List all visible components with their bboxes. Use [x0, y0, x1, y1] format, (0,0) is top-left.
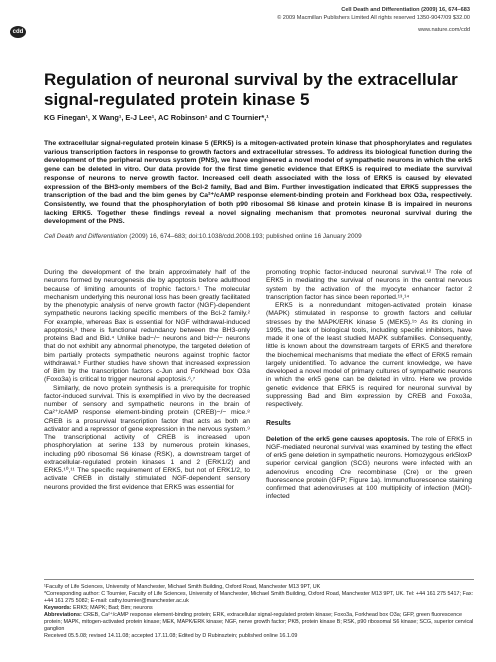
section-heading-results: Results — [266, 420, 291, 428]
footnotes — [44, 584, 474, 640]
correspondence-note: *Corresponding author: C Tournier, Faculty of Life Sciences, University of Manchester, Michael Smith Building, Oxford Road, Manchester M13 9PT, UK. Tel: +44 161 275 5417; Fax: +44 161 275 5082; E-mail: cathy.tournier@manchester.ac.uk — [44, 591, 474, 604]
affiliation-note: ¹Faculty of Life Sciences, University of Manchester, Michael Smith Building, Oxford Road, Manchester M13 9PT, UK — [44, 584, 321, 590]
results-text: The role of ERK5 in NGF-mediated neuronal survival was examined by testing the effect of erk5 gene deletion in sympathetic neurons. Homozygous erk5loxP superior cervical ganglion (SCG) neurons were infected with an adenovirus encoding Cre recombinase (Cre) or the green fluorescence protein (GFP; Figure 1a). Immunofluorescence staining confirmed that adenoviruses at 100 multiplicity of infection (MOI)-infected — [266, 435, 472, 501]
citation-journal: Cell Death and Differentiation — [44, 233, 128, 240]
abstract: The extracellular signal-regulated protein kinase 5 (ERK5) is a mitogen-activated protein kinase that phosphorylates and regulates various transcription factors in response to growth factors and extracellular stresses. To address its biological function during the development of the peripheral nervous system (PNS), we have engineered a novel model of sympathetic neurons in which the erk5 gene can be deleted in vitro. Our data provide for the first time genetic evidence that ERK5 is required to mediate the survival response of neurons to nerve growth factor. Increased cell death associated with the loss of ERK5 is caused by elevated expression of the BH3-only members of the Bcl-2 family, Bad and Bim. Further investigation indicated that ERK5 suppresses the transcription of the bad and the bim genes by Ca²⁺/cAMP response element-binding protein and Forkhead box O3a, respectively. Consistently, we found that the phosphorylation of both p90 ribosomal S6 kinase and protein kinase B is impaired in neurons lacking ERK5. Together these findings reveal a novel signaling mechanism that promotes neuronal survival during the development of the PNS. — [44, 140, 472, 226]
abbreviations-text: CREB, Ca²⁺/cAMP response element-binding protein; ERK, extracellular signal-regulated protein kinase; Foxo3a, Forkhead box O3a; GFP, green fluorescence protein; MAPK, mitogen-activated protein kinase; MEK, MAPK/ERK kinase; NGF, nerve growth factor; PKB, protein kinase B; RSK, p90 ribosomal S6 kinase; SCG, superior cervical ganglion — [44, 612, 474, 632]
journal-site-link[interactable]: www.nature.com/cdd — [418, 27, 470, 33]
abbreviations-label: Abbreviations: — [44, 612, 82, 618]
subsection-heading: Deletion of the erk5 gene causes apoptosis. — [266, 435, 410, 443]
body-paragraph: ERK5 is a nonredundant mitogen-activated protein kinase (MAPK) stimulated in response to growth factors and cellular stresses by the MAPK/ERK kinase 5 (MEK5).¹⁵ As its cloning in 1995, the lack of biological tools, including specific inhibitors, have made it one of the least studied MAPK subfamilies. Consequently, little is known about the downstream targets of ERK5 and therefore the biochemical mechanisms that mediate the effect of ERK5 remain largely unidentified. To advance the current knowledge, we have developed a novel model of primary cultures of sympathetic neurons in which the erk5 gene can be deleted in vitro. Here we provide genetic evidence that ERK5 is required for neuronal survival by suppressing Bad and Bim expression by CREB and Foxo3a, respectively. — [266, 302, 472, 408]
journal-line: Cell Death and Differentiation (2009) 16, 674–683 — [341, 7, 470, 13]
body-paragraph: During the development of the brain approximately half of the neurons formed by neurogenesis die by apoptosis before adulthood because of limiting amounts of trophic factors.¹ The molecular mechanism underlying this neuronal loss has been greatly facilitated by the phenotypic analysis of nerve growth factor (NGF)-dependent sympathetic neurons lacking specific members of the Bcl-2 family.² For example, whereas Bax is essential for NGF withdrawal-induced apoptosis,³ there is functional redundancy between the BH3-only proteins Bad and Bid.⁴ Unlike bad−/− neurons and bid−/− neurons that do not exhibit any abnormal phenotype, the targeted deletion of bim partially protects sympathetic neurons against trophic factor withdrawal.⁵ Further studies have shown that increased expression of Bim by the transcription factors c-Jun and Forkhead box O3a (Foxo3a) is critical to trigger neuronal apoptosis.⁶,⁷ — [44, 269, 250, 384]
body-column-right — [266, 269, 472, 502]
keywords-text: ERK5; MAPK; Bad; Bim; neurons — [71, 605, 153, 611]
citation-details: (2009) 16, 674–683; doi:10.1038/cdd.2008.193; published online 16 January 2009 — [127, 233, 362, 240]
body-column-left — [44, 269, 250, 492]
results-paragraph — [266, 436, 472, 502]
author-list: KG Finegan¹, X Wang¹, E-J Lee¹, AC Robinson¹ and C Tournier*,¹ — [44, 113, 269, 122]
received-note: Received 05.5.08; revised 14.11.08; accepted 17.11.08; Edited by D Rubinsztein; published online 16.1.09 — [44, 633, 298, 639]
article-title: Regulation of neuronal survival by the extracellular signal-regulated protein kinase 5 — [44, 70, 458, 109]
copyright-line: © 2009 Macmillan Publishers Limited All rights reserved 1350-9047/09 $32.00 — [277, 15, 470, 21]
keywords-label: Keywords: — [44, 605, 72, 611]
abbreviations-note — [44, 612, 474, 633]
journal-logo: cdd — [10, 26, 26, 38]
citation-line — [44, 233, 362, 240]
body-paragraph: promoting trophic factor-induced neuronal survival.¹² The role of ERK5 in mediating the survival of neurons in the central nervous system by the activation of the myocyte enhancer factor 2 transcription factor has since been reported.¹³,¹⁴ — [266, 269, 472, 301]
running-header — [277, 6, 470, 34]
footnote-divider — [44, 579, 474, 580]
body-paragraph: Similarly, de novo protein synthesis is a prerequisite for trophic factor-induced survival. This is exemplified in vivo by the decreased number of sensory and sympathetic neurons in the brain of Ca²⁺/cAMP response element-binding protein (CREB)−/− mice.⁸ CREB is a prosurvival transcription factor that acts as both an activator and a repressor of gene expression in the nervous system.⁹ The transcriptional activity of CREB is increased upon phosphorylation at serine 133 by numerous protein kinases, including p90 ribosomal S6 kinase (RSK), a downstream target of extracellular-regulated protein kinases 1 and 2 (ERK1/2) and ERK5.¹⁰,¹¹ The specific requirement of ERK5, but not of ERK1/2, to activate CREB in distally stimulated NGF-dependent sensory neurons provided the first evidence that ERK5 was essential for — [44, 384, 250, 491]
keywords-note — [44, 605, 474, 612]
